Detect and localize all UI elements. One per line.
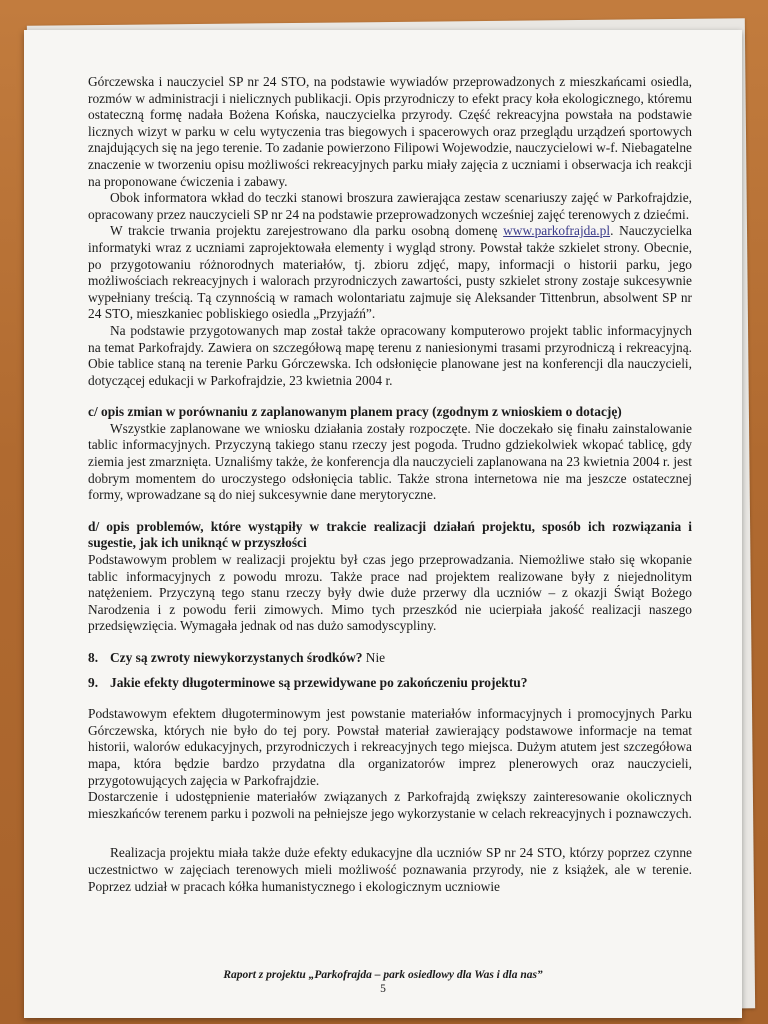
question-8-answer: Nie xyxy=(362,650,386,665)
section-heading-changes: c/ opis zmian w porównaniu z zaplanowanym planem pracy (zgodnym z wnioskiem o dotację) xyxy=(88,404,622,420)
section-heading-problems: d/ opis problemów, które wystąpiły w trakcie realizacji działań projektu, sposób ich rozwiązania i sugestie, jak ich uniknąć w przyszłości xyxy=(88,518,692,551)
paragraph-website-rest: . Nauczycielka informatyki wraz z uczniami zaprojektowała elementy i wygląd strony. Powstał także szkielet strony. Obecnie, po przygotowaniu różnorodnych materiałów, tj. zbioru zdjęć, mapy, informacji o historii parku, jego możliwościach rekreacyjnych i walorach przyrodniczych zawartości, pusty szkielet strony zostaje sukcesywnie wypełniany treścią. Tą czynnością w ramach wolontariatu zajmuje się Aleksander Tittenbrun, absolwent SP nr 24 STO, mieszkaniec pobliskiego osiedla „Przyjaźń”. xyxy=(88,223,692,322)
paragraph-materials: Dostarczenie i udostępnienie materiałów związanych z Parkofrajdą zwiększy zainteresowanie okolicznych mieszkańców terenem parku i pozwoli na pełniejsze jego wykorzystanie w celach rekreacyjnych i poznawczych. xyxy=(88,789,692,821)
paragraph-website-lead: W trakcie trwania projektu zarejestrowano dla parku osobną domenę xyxy=(110,223,504,239)
document-page xyxy=(24,30,742,1018)
question-9-number: 9. xyxy=(88,674,99,690)
paragraph-brochure: Obok informatora wkład do teczki stanowi broszura zawierająca zestaw scenariuszy zajęć w Parkofrajdzie, opracowany przez nauczycieli SP nr 24 na podstawie przeprowadzonych wcześniej zajęć terenowych z dziećmi. xyxy=(88,190,692,222)
page-number: 5 xyxy=(380,983,386,995)
question-8 xyxy=(88,650,692,667)
page-footer xyxy=(24,968,742,996)
question-8-text: Czy są zwroty niewykorzystanych środków? xyxy=(110,650,363,665)
question-9 xyxy=(88,675,692,692)
paragraph-info-boards: Na podstawie przygotowanych map został także opracowany komputerowo projekt tablic informacyjnych na temat Parkofrajdy. Zawiera on szczegółową mapę terenu z naniesionymi trasami przyrodniczą i rekreacyjną. Obie tablice staną na terenie Parku Górczewska. Ich odsłonięcie planowane jest na konferencji dla nauczycieli, dotyczącej edukacji w Parkofrajdzie, 23 kwietnia 2004 r. xyxy=(88,322,692,388)
question-9-text: Jakie efekty długoterminowe są przewidywane po zakończeniu projektu? xyxy=(110,674,528,690)
paragraph-sources: Górczewska i nauczyciel SP nr 24 STO, na podstawie wywiadów przeprowadzonych z mieszkańcami osiedla, rozmów w administracji i nielicznych publikacji. Opis przyrodniczy to efekt pracy koła ekologicznego, któremu ostateczną formę nadała Bożena Końska, nauczycielka przyrody. Część rekreacyjna powstała na podstawie licznych wizyt w parku w celu wytyczenia tras biegowych i spacerowych oraz przeglądu urządzeń sportowych znajdujących się na jego terenie. To zadanie powierzono Filipowi Wojewodzie, nauczycielowi w-f. Niebagatelne znaczenie w tworzeniu opisu możliwości rekreacyjnych parku miały zajęcia z uczniami i obserwacja ich reakcji na proponowane ćwiczenia i zabawy. xyxy=(88,74,692,189)
website-link[interactable]: www.parkofrajda.pl xyxy=(503,223,611,239)
page-content xyxy=(88,74,692,895)
paragraph-website xyxy=(88,223,692,323)
paragraph-educational-effects: Realizacja projektu miała także duże efekty edukacyjne dla uczniów SP nr 24 STO, którzy poprzez czynne uczestnictwo w zajęciach terenowych mieli możliwość poznawania przyrody, nie z książek, ale w terenie. Poprzez udział w pracach kółka humanistycznego i ekologicznym uczniowie xyxy=(88,845,692,894)
paragraph-long-term-effects: Podstawowym efektem długoterminowym jest powstanie materiałów informacyjnych i promocyjnych Parku Górczewska, których nie było do tej pory. Powstał materiał zawierający podstawowe informacje na temat historii, walorów edukacyjnych, przyrodniczych i rekreacyjnych tego miejsca. Dużym atutem jest szczegółowa mapa, która będzie bardzo przydatna dla organizatorów imprez plenerowych oraz nauczycieli, przygotowujących zajęcia w Parkofrajdzie. xyxy=(88,706,692,788)
paragraph-problems: Podstawowym problem w realizacji projektu był czas jego przeprowadzania. Niemożliwe stało się wkopanie tablic informacyjnych z powodu mrozu. Także prace nad projektem realizowane były z niejednolitym natężeniem. Przyczyną tego stanu rzeczy były dwie duże przerwy dla uczniów – z okazji Świąt Bożego Narodzenia i z powodu ferii zimowych. Mimo tych przeszkód nie ucierpiała jakość realizacji naszego przedsięwzięcia. Wymagała jednak od nas dużo samodyscypliny. xyxy=(88,552,692,634)
question-8-number: 8. xyxy=(88,650,99,665)
footer-report-title: Raport z projektu „Parkofrajda – park osiedlowy dla Was i dla nas” xyxy=(223,969,543,981)
paragraph-changes: Wszystkie zaplanowane we wniosku działania zostały rozpoczęte. Nie doczekało się finału zainstalowanie tablic informacyjnych. Przyczyną takiego stanu rzeczy jest pogoda. Trudno gdziekolwiek wkopać tablicę, gdy ziemia jest zmarznięta. Uznaliśmy także, że konferencja dla nauczycieli zaplanowana na 23 kwietnia 2004 r. jest dobrym momentem do uroczystego odsłonięcia tablic. Także strona internetowa nie ma jeszcze ostatecznej formy, wprowadzane są do niej sukcesywnie dane merytoryczne. xyxy=(88,420,692,503)
